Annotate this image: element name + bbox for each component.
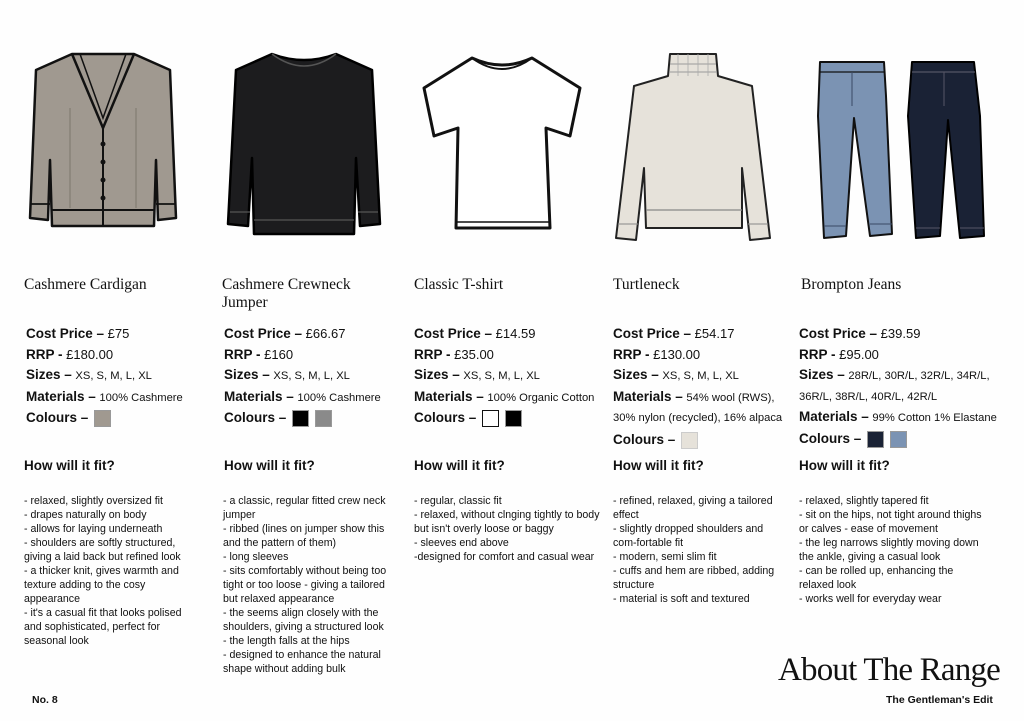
- page-title: About The Range: [778, 652, 1001, 688]
- fit-heading: How will it fit?: [414, 458, 505, 473]
- turtleneck-illustration: [612, 48, 774, 248]
- colours-label: Colours –: [613, 431, 676, 447]
- cost-price: £54.17: [694, 326, 735, 341]
- fit-description: - relaxed, slightly tapered fit - sit on the hips, not tight around thighs or calves - ease of movement - the leg narrows slightly moving down the ankle, giving a casual look - can be rolled up, enhancing the relaxed look - works well for everyday wear: [799, 495, 982, 605]
- materials-value: 99% Cotton 1% Elastane: [872, 412, 997, 424]
- rrp-price: £130.00: [653, 346, 701, 362]
- materials-value: 100% Cashmere: [99, 391, 183, 404]
- sizes-label: Sizes –: [224, 367, 270, 382]
- product-specs: [414, 324, 594, 429]
- sizes-label: Sizes –: [613, 367, 659, 382]
- rrp-price: £95.00: [839, 346, 879, 362]
- materials-label: Materials –: [613, 388, 683, 404]
- colours-label: Colours –: [224, 410, 287, 425]
- fit-description: - a classic, regular fitted crew neck jumper - ribbed (lines on jumper show this and the pattern of them) - long sleeves - sits comfortably without being too tight or too loose - giving a tailored but relaxed appearance - the seems align closely with the shoulders, giving a structured look - the length falls at the hips - designed to enhance the natural shape without adding bulk: [223, 495, 387, 675]
- colour-swatch[interactable]: [292, 410, 309, 427]
- jeans-illustration: [808, 56, 992, 248]
- materials-label: Materials –: [224, 388, 294, 404]
- sizes-label: Sizes –: [26, 367, 72, 382]
- cost-label: Cost Price –: [414, 326, 493, 341]
- fit-heading: How will it fit?: [613, 458, 704, 473]
- rrp-price: £35.00: [454, 346, 494, 362]
- rrp-label: RRP -: [613, 346, 650, 362]
- page-number: No. 8: [32, 694, 58, 706]
- cost-label: Cost Price –: [613, 326, 692, 341]
- materials-label: Materials –: [799, 409, 869, 424]
- rrp-label: RRP -: [799, 346, 836, 362]
- cardigan-illustration: [24, 48, 182, 240]
- product-name: Brompton Jeans: [801, 276, 902, 293]
- product-name: Cashmere Cardigan: [24, 276, 147, 293]
- colours-label: Colours –: [799, 430, 862, 446]
- tshirt-illustration: [420, 48, 584, 240]
- sizes-value: XS, S, M, L, XL: [662, 370, 739, 382]
- product-name: Classic T-shirt: [414, 276, 504, 293]
- rrp-price: £180.00: [66, 346, 114, 362]
- page-subtitle: The Gentleman's Edit: [886, 694, 993, 706]
- product-name-text: Cashmere Crewneck Jumper: [222, 276, 351, 311]
- product-specs: [26, 324, 183, 429]
- materials-value: 100% Cashmere: [297, 391, 381, 404]
- cost-price: £66.67: [305, 326, 346, 341]
- sizes-label: Sizes –: [414, 367, 460, 382]
- colour-swatch[interactable]: [315, 410, 332, 427]
- colour-swatch[interactable]: [94, 410, 111, 427]
- colour-swatch[interactable]: [505, 410, 522, 427]
- product-name: [222, 276, 372, 312]
- product-specs: [613, 324, 785, 450]
- fit-description: - refined, relaxed, giving a tailored effect - slightly dropped shoulders and com-fortable fit - modern, semi slim fit - cuffs and hem are ribbed, adding structure - material is soft and textured: [613, 495, 775, 605]
- product-specs: [799, 324, 997, 449]
- cost-label: Cost Price –: [26, 326, 105, 341]
- fit-heading: How will it fit?: [24, 458, 115, 473]
- fit-description: - relaxed, slightly oversized fit - drapes naturally on body - allows for laying underneath - shoulders are softly structured, giving a laid back but refined look - a thicker knit, gives warmth and texture adding to the cosy appearance - it's a casual fit that looks polised and sophisticated, perfect for seasonal look: [24, 495, 182, 647]
- fit-description: - regular, classic fit - relaxed, without clnging tightly to body but isn't overly loose or baggy - sleeves end above -designed for comfort and casual wear: [414, 495, 600, 563]
- materials-label: Materials –: [26, 388, 96, 404]
- cost-price: £14.59: [495, 326, 536, 341]
- colours-label: Colours –: [26, 410, 89, 425]
- colour-swatch[interactable]: [867, 431, 884, 448]
- sizes-value: XS, S, M, L, XL: [273, 370, 350, 382]
- colour-swatch[interactable]: [890, 431, 907, 448]
- rrp-label: RRP -: [224, 346, 261, 362]
- jumper-illustration: [222, 48, 386, 240]
- rrp-label: RRP -: [414, 346, 451, 362]
- colours-label: Colours –: [414, 410, 477, 425]
- cost-price: £75: [107, 326, 130, 341]
- cost-label: Cost Price –: [799, 326, 878, 341]
- fit-heading: How will it fit?: [799, 458, 890, 473]
- sizes-label: Sizes –: [799, 367, 845, 382]
- sizes-value: XS, S, M, L, XL: [463, 370, 540, 382]
- sizes-value: XS, S, M, L, XL: [75, 370, 152, 382]
- materials-label: Materials –: [414, 388, 484, 404]
- colour-swatch[interactable]: [681, 432, 698, 449]
- fit-heading: How will it fit?: [224, 458, 315, 473]
- colour-swatch[interactable]: [482, 410, 499, 427]
- cost-price: £39.59: [880, 326, 921, 341]
- materials-value: 100% Organic Cotton: [487, 391, 595, 404]
- cost-label: Cost Price –: [224, 326, 303, 341]
- materials-value: 54% wool (RWS), 30% nylon (recycled), 16% alpaca: [613, 391, 783, 424]
- rrp-price: £160: [264, 346, 294, 362]
- product-specs: [224, 324, 381, 429]
- sizes-value: 28R/L, 30R/L, 32R/L, 34R/L, 36R/L, 38R/L, 40R/L, 42R/L: [799, 370, 990, 403]
- rrp-label: RRP -: [26, 346, 63, 362]
- product-name: Turtleneck: [613, 276, 680, 293]
